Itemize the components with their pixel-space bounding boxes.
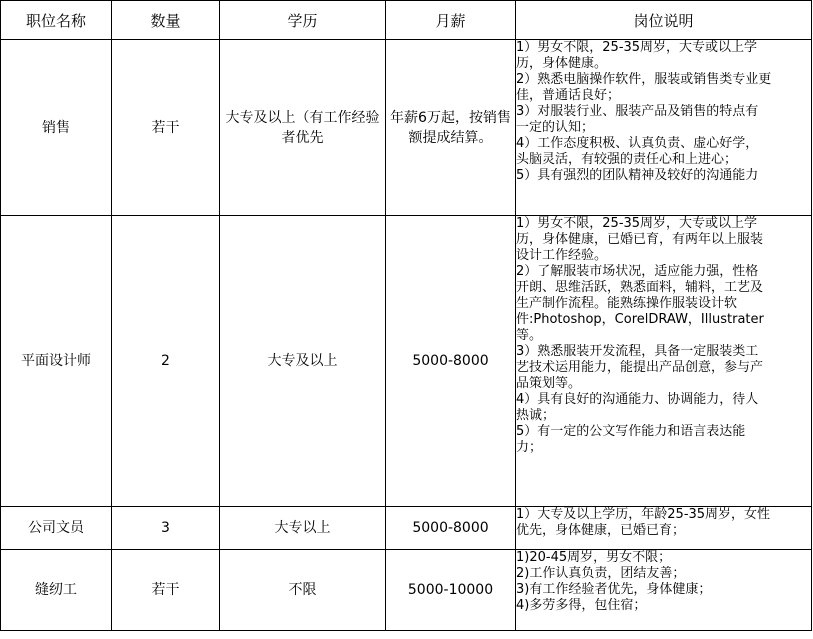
description-cell bbox=[516, 507, 812, 550]
description-cell-line: 3)有工作经验者优先，身体健康； bbox=[516, 582, 712, 597]
salary-cell-line: 5000-10000 bbox=[407, 582, 494, 598]
header-salary: 月薪 bbox=[386, 1, 516, 40]
description-cell-line: 3）对服装行业、服装产品及销售的特点有 bbox=[516, 104, 759, 119]
description-cell bbox=[516, 40, 812, 216]
salary-cell bbox=[386, 216, 516, 507]
description-cell-line: 头脑灵活，有较强的责任心和上进心； bbox=[516, 152, 738, 167]
table-row bbox=[1, 550, 812, 631]
description-cell-line: 3）熟悉服装开发流程，具备一定服装类工 bbox=[516, 344, 759, 359]
job-title-cell: 缝纫工 bbox=[1, 550, 112, 631]
description-cell-line: 生产制作流程。能熟练操作服装设计软 bbox=[516, 296, 738, 311]
description-cell bbox=[516, 550, 812, 631]
description-cell-line: 1）男女不限，25-35周岁，大专或以上学 bbox=[516, 40, 758, 55]
description-cell-line: 1）男女不限，25-35周岁，大专或以上学 bbox=[516, 216, 758, 231]
description-cell-line: 开朗、思维活跃，熟悉面料，辅料，工艺及 bbox=[516, 280, 764, 295]
description-cell-line: 4）具有良好的沟通能力、协调能力，待人 bbox=[516, 392, 759, 407]
job-title-cell: 销售 bbox=[1, 40, 112, 216]
table-row bbox=[1, 40, 812, 216]
description-cell-line: 2)工作认真负责，团结友善； bbox=[516, 566, 686, 581]
education-cell-line: 大专及以上（有工作经 bbox=[225, 109, 366, 126]
description-cell-line: 4)多劳多得，包住宿； bbox=[516, 598, 647, 613]
table-row bbox=[1, 216, 812, 507]
table-row bbox=[1, 507, 812, 550]
salary-cell bbox=[386, 507, 516, 550]
description-cell-line: 2）熟悉电脑操作软件，服装或销售类专业更 bbox=[516, 72, 772, 87]
salary-cell bbox=[386, 550, 516, 631]
description-cell-line: 4）工作态度积极、认真负责、虚心好学， bbox=[516, 136, 759, 151]
education-cell-line: 大专及以上 bbox=[267, 353, 338, 369]
salary-cell-line: 售额提成结算。 bbox=[408, 109, 511, 146]
salary-cell-line: 5000-8000 bbox=[412, 353, 489, 369]
description-cell-line: 一定的认知； bbox=[516, 120, 595, 135]
description-cell-line: 设计工作经验。 bbox=[516, 248, 608, 263]
education-cell-line: 验者优先 bbox=[281, 109, 380, 146]
job-title-cell: 平面设计师 bbox=[1, 216, 112, 507]
education-cell-line: 不限 bbox=[288, 582, 317, 598]
description-cell-line: 力； bbox=[516, 440, 543, 455]
salary-cell-line: 年薪6万起，按销 bbox=[390, 109, 497, 126]
header-row bbox=[1, 1, 812, 40]
description-cell-line: 5）具有强烈的团队精神及较好的沟通能力 bbox=[516, 168, 759, 183]
description-cell-line: 佳，普通话良好； bbox=[516, 88, 621, 103]
description-cell bbox=[516, 216, 812, 507]
description-cell-line: 件:Photoshop，CorelDRAW，Illustrater bbox=[516, 312, 764, 327]
education-cell bbox=[220, 550, 386, 631]
description-cell-line: 历，身体健康。 bbox=[516, 56, 608, 71]
count-cell: 若干 bbox=[112, 40, 220, 216]
description-cell-line: 等。 bbox=[516, 328, 543, 343]
education-cell-line: 大专以上 bbox=[274, 520, 331, 536]
salary-cell bbox=[386, 40, 516, 216]
header-description: 岗位说明 bbox=[516, 1, 812, 40]
description-cell-line: 品策划等。 bbox=[516, 376, 582, 391]
description-cell-line: 艺技术运用能力，能提出产品创意，参与产 bbox=[516, 360, 764, 375]
education-cell bbox=[220, 40, 386, 216]
count-cell: 3 bbox=[112, 507, 220, 550]
header-count: 数量 bbox=[112, 1, 220, 40]
education-cell bbox=[220, 507, 386, 550]
salary-cell-line: 5000-8000 bbox=[412, 520, 489, 536]
description-cell-line: 历，身体健康，已婚已育，有两年以上服装 bbox=[516, 232, 764, 247]
count-cell: 2 bbox=[112, 216, 220, 507]
count-cell: 若干 bbox=[112, 550, 220, 631]
education-cell bbox=[220, 216, 386, 507]
description-cell-line: 优先，身体健康，已婚已育； bbox=[516, 523, 686, 538]
header-education: 学历 bbox=[220, 1, 386, 40]
description-cell-line: 热诚； bbox=[516, 408, 556, 423]
description-cell-line: 1）大专及以上学历，年龄25-35周岁，女性 bbox=[516, 507, 771, 522]
description-cell-line: 1)20-45周岁，男女不限； bbox=[516, 550, 672, 565]
description-cell-line: 2）了解服装市场状况，适应能力强，性格 bbox=[516, 264, 759, 279]
description-cell-line: 5）有一定的公文写作能力和语言表达能 bbox=[516, 424, 746, 439]
header-title: 职位名称 bbox=[1, 1, 112, 40]
job-title-cell: 公司文员 bbox=[1, 507, 112, 550]
